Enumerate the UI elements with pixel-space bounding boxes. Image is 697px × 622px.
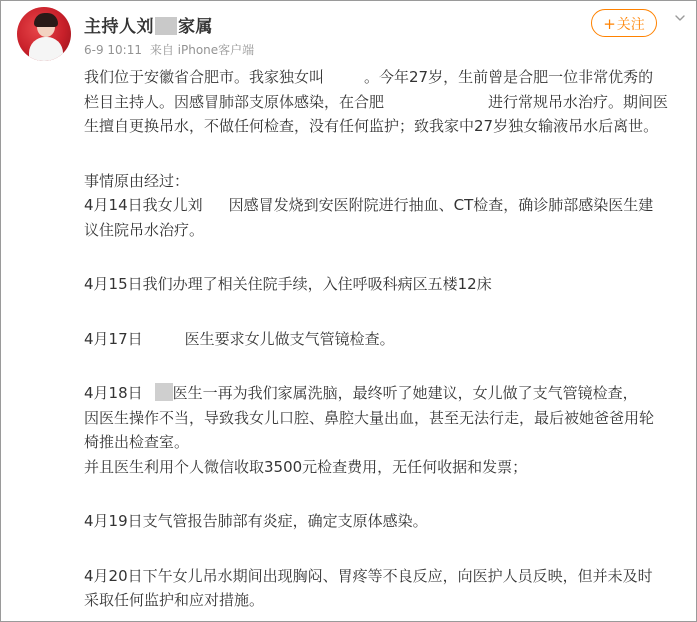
redaction bbox=[384, 92, 488, 110]
avatar[interactable] bbox=[17, 7, 71, 61]
content-text: 医生一再为我们家属洗脑，最终听了她建议，女儿做了支气管镜检查， bbox=[172, 384, 638, 402]
content-line: 议住院吊水治疗。 bbox=[84, 220, 205, 239]
content-line: 4月15日我们办理了相关住院手续，入住呼吸科病区五楼12床 bbox=[84, 275, 492, 293]
content-text: 栏目主持人。因感冒肺部支原体感染，在合肥 bbox=[84, 92, 385, 111]
content-line: 4月19日支气管报告肺部有炎症，确定支原体感染。 bbox=[84, 512, 428, 530]
post-source: 来自 iPhone客户端 bbox=[149, 43, 255, 57]
content-text: 因感冒发烧到安医附院进行抽血、CT检查，确诊肺部感染医生建 bbox=[228, 196, 654, 214]
redaction bbox=[143, 383, 155, 401]
username-suffix: 家属 bbox=[178, 17, 213, 37]
redaction bbox=[155, 383, 173, 401]
post-meta bbox=[84, 41, 258, 58]
content-text: 4月14日我女儿刘 bbox=[84, 196, 203, 214]
plus-icon: + bbox=[603, 15, 616, 33]
content-line: 椅推出检查室。 bbox=[84, 433, 190, 451]
follow-label: 关注 bbox=[616, 17, 645, 33]
avatar-body bbox=[29, 37, 63, 61]
content-line bbox=[84, 327, 684, 352]
redaction bbox=[324, 67, 364, 85]
content-text: 医生要求女儿做支气管镜检查。 bbox=[184, 329, 395, 348]
content-text: 4月17日 bbox=[84, 329, 143, 348]
content-line bbox=[84, 90, 684, 115]
content-text: 。今年27岁，生前曾是合肥一位非常优秀的 bbox=[364, 68, 654, 86]
content-text: 4月18日 bbox=[84, 384, 143, 402]
content-line: 生擅自更换吊水，不做任何检查，没有任何监护；致我家中27岁独女输液吊水后离世。 bbox=[84, 117, 659, 135]
content-text: 我们位于安徽省合肥市。我家独女叫 bbox=[84, 68, 325, 86]
post-time[interactable]: 6-9 10:11 bbox=[84, 43, 142, 57]
username-redaction bbox=[155, 17, 177, 35]
content-line bbox=[84, 193, 684, 218]
section-heading: 事情原由经过： bbox=[84, 171, 190, 190]
content-line: 并且医生利用个人微信收取3500元检查费用，无任何收据和发票； bbox=[84, 457, 528, 476]
content-line bbox=[84, 381, 684, 406]
content-line: 因医生操作不当，导致我女儿口腔、鼻腔大量出血，甚至无法行走，最后被她爸爸用轮 bbox=[84, 408, 655, 427]
content-line: 采取任何监护和应对措施。 bbox=[84, 591, 265, 609]
content-text: 进行常规吊水治疗。期间医 bbox=[488, 92, 669, 111]
content-line bbox=[84, 65, 684, 90]
redaction bbox=[143, 329, 185, 347]
redaction bbox=[203, 195, 229, 213]
post-content bbox=[84, 65, 684, 613]
username-prefix: 主持人刘 bbox=[84, 17, 154, 37]
avatar-hair bbox=[34, 13, 58, 27]
content-line: 4月20日下午女儿吊水期间出现胸闷、胃疼等不良反应，向医护人员反映，但并未及时 bbox=[84, 566, 653, 585]
chevron-down-icon[interactable] bbox=[673, 11, 687, 25]
follow-button[interactable] bbox=[591, 9, 657, 37]
username[interactable] bbox=[84, 12, 213, 37]
